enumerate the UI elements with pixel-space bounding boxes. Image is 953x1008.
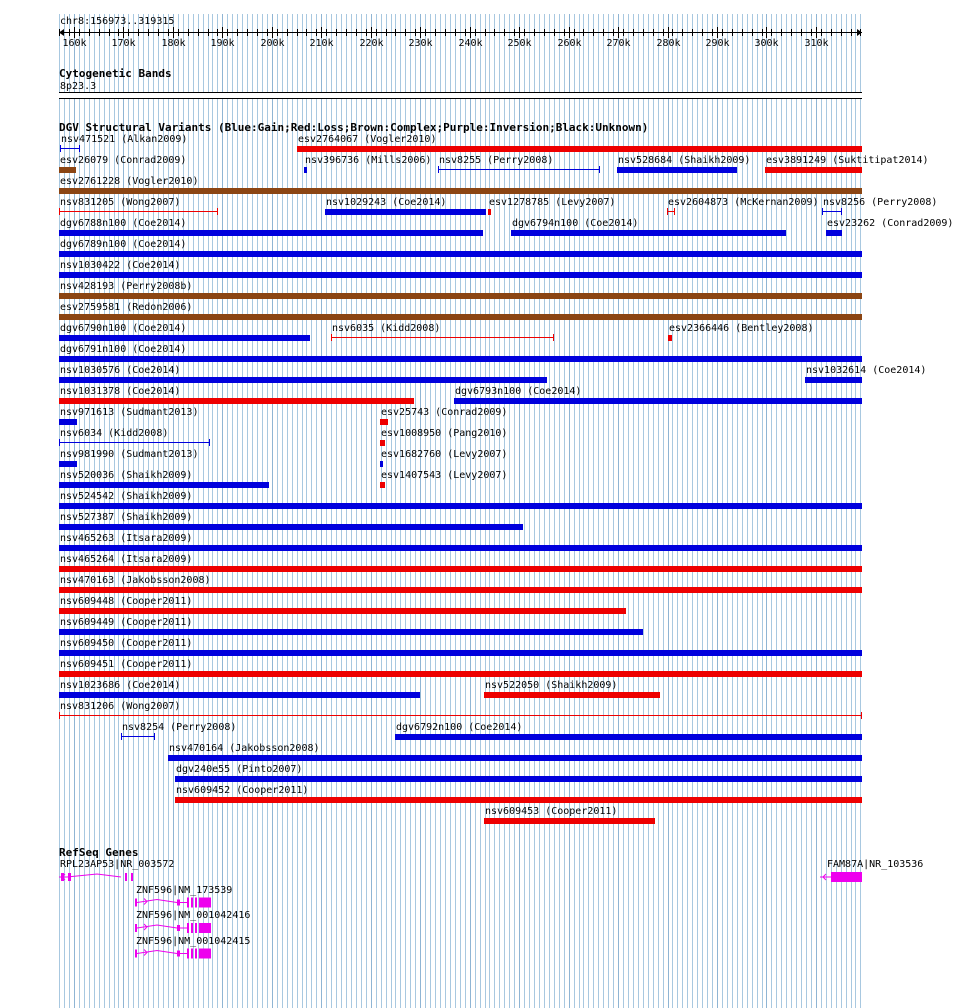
sv-feature-label[interactable]: nsv1031378 (Coe2014) (60, 386, 181, 397)
sv-feature-label[interactable]: nsv8254 (Perry2008) (122, 722, 237, 733)
gene-exon (195, 923, 197, 933)
gene-exon (191, 923, 193, 933)
sv-feature-label[interactable]: dgv6791n100 (Coe2014) (60, 344, 187, 355)
ruler-tick-label: 300k (754, 38, 779, 49)
sv-feature-label[interactable]: nsv527387 (Shaikh2009) (60, 512, 193, 523)
sv-feature-label[interactable]: nsv609452 (Cooper2011) (176, 785, 309, 796)
dgv-track-title: DGV Structural Variants (Blue:Gain;Red:Loss;Brown:Complex;Purple:Inversion;Black:Unknown) (59, 121, 649, 134)
gene-model (820, 872, 862, 882)
sv-feature-label[interactable]: dgv6790n100 (Coe2014) (60, 323, 187, 334)
ruler-tick-label: 210k (309, 38, 334, 49)
sv-feature-label[interactable]: nsv465264 (Itsara2009) (60, 554, 193, 565)
sv-feature-label[interactable]: esv2761228 (Vogler2010) (60, 176, 199, 187)
ruler-tick-label: 200k (260, 38, 285, 49)
sv-feature-label[interactable]: nsv609453 (Cooper2011) (485, 806, 618, 817)
gene-exon (177, 951, 180, 957)
ruler-tick-label: 290k (705, 38, 730, 49)
locus-label: chr8:156973..319315 (60, 16, 175, 27)
gene-model (135, 898, 211, 908)
gene-label[interactable]: ZNF596|NM_001042416 (136, 910, 251, 921)
gene-intron (67, 874, 121, 877)
gene-exon (191, 898, 193, 908)
gene-model (59, 873, 133, 881)
ruler-tick-label: 260k (557, 38, 582, 49)
sv-feature-label[interactable]: nsv609449 (Cooper2011) (60, 617, 193, 628)
gene-model (135, 923, 211, 933)
sv-feature-label[interactable]: nsv981990 (Sudmant2013) (60, 449, 199, 460)
gene-exon (135, 899, 137, 907)
sv-feature-label[interactable]: dgv6793n100 (Coe2014) (455, 386, 582, 397)
ruler-tick-label: 170k (111, 38, 136, 49)
sv-feature-label[interactable]: nsv831205 (Wong2007) (60, 197, 181, 208)
gene-exon (68, 873, 71, 881)
sv-feature-label[interactable]: nsv609450 (Cooper2011) (60, 638, 193, 649)
sv-feature-label[interactable]: nsv471521 (Alkan2009) (61, 134, 188, 145)
sv-feature-label[interactable]: esv3891249 (Suktitipat2014) (766, 155, 929, 166)
sv-feature-label[interactable]: esv2366446 (Bentley2008) (669, 323, 814, 334)
cytoband-label: 8p23.3 (60, 81, 97, 92)
sv-feature-label[interactable]: esv23262 (Conrad2009) (827, 218, 953, 229)
sv-feature-label[interactable]: nsv1023686 (Coe2014) (60, 680, 181, 691)
sv-feature-label[interactable]: nsv1032614 (Coe2014) (806, 365, 927, 376)
ruler-tick-label: 240k (458, 38, 483, 49)
sv-feature-label[interactable]: nsv524542 (Shaikh2009) (60, 491, 193, 502)
sv-feature-label[interactable]: nsv470163 (Jakobsson2008) (60, 575, 211, 586)
sv-feature-label[interactable]: nsv609448 (Cooper2011) (60, 596, 193, 607)
gene-exon (199, 949, 211, 959)
sv-feature-label[interactable]: esv2759581 (Redon2006) (60, 302, 193, 313)
gene-exon (187, 898, 189, 908)
sv-feature-label[interactable]: esv1008950 (Pang2010) (381, 428, 508, 439)
gene-intron (137, 900, 177, 903)
gene-intron (137, 951, 177, 954)
sv-feature-label[interactable]: nsv6035 (Kidd2008) (332, 323, 441, 334)
gene-exon (131, 873, 133, 881)
sv-feature-label[interactable]: dgv6788n100 (Coe2014) (60, 218, 187, 229)
gene-exon (199, 898, 211, 908)
gene-exon (177, 900, 180, 906)
sv-feature-label[interactable]: esv1682760 (Levy2007) (381, 449, 508, 460)
sv-feature-label[interactable]: dgv240e55 (Pinto2007) (176, 764, 303, 775)
gene-exon (191, 949, 193, 959)
cytoband-track-title: Cytogenetic Bands (59, 67, 172, 80)
gene-label[interactable]: ZNF596|NM_173539 (136, 884, 233, 896)
gene-exon (187, 949, 189, 959)
gene-exon (831, 872, 862, 882)
sv-feature-label[interactable]: dgv6789n100 (Coe2014) (60, 239, 187, 250)
ruler-tick-label: 220k (359, 38, 384, 49)
sv-feature-label[interactable]: dgv6794n100 (Coe2014) (512, 218, 639, 229)
ruler-tick-label: 250k (507, 38, 532, 49)
ruler-tick-label: 270k (606, 38, 631, 49)
sv-feature-label[interactable]: nsv8256 (Perry2008) (823, 197, 938, 208)
sv-feature-label[interactable]: nsv8255 (Perry2008) (439, 155, 554, 166)
sv-feature-label[interactable]: esv25743 (Conrad2009) (381, 407, 508, 418)
ruler-tick-label: 280k (656, 38, 681, 49)
sv-feature-label[interactable]: nsv470164 (Jakobsson2008) (169, 743, 320, 754)
ruler-tick-label: 190k (210, 38, 235, 49)
sv-feature-label[interactable]: nsv609451 (Cooper2011) (60, 659, 193, 670)
sv-feature-label[interactable]: nsv396736 (Mills2006) (305, 155, 432, 166)
gene-exon (135, 924, 137, 932)
sv-feature-label[interactable]: nsv520036 (Shaikh2009) (60, 470, 193, 481)
gene-label[interactable]: ZNF596|NM_001042415 (136, 935, 251, 947)
ruler-tick-label: 310k (804, 38, 829, 49)
gene-exon (177, 925, 180, 931)
sv-feature-label[interactable]: nsv971613 (Sudmant2013) (60, 407, 199, 418)
sv-feature-label[interactable]: nsv522050 (Shaikh2009) (485, 680, 618, 691)
sv-feature-label[interactable]: nsv465263 (Itsara2009) (60, 533, 193, 544)
sv-feature-label[interactable]: esv1278785 (Levy2007) (489, 197, 616, 208)
sv-feature-label[interactable]: nsv6034 (Kidd2008) (60, 428, 169, 439)
gene-model (135, 949, 211, 959)
ruler-tick-label: 230k (408, 38, 433, 49)
sv-feature-label[interactable]: nsv428193 (Perry2008b) (60, 281, 193, 292)
gene-exon (195, 949, 197, 959)
sv-feature-label[interactable]: esv2604873 (McKernan2009) (668, 197, 819, 208)
sv-feature-label[interactable]: nsv1030576 (Coe2014) (60, 365, 181, 376)
refseq-track-title: RefSeq Genes (59, 846, 139, 859)
sv-feature-label[interactable]: nsv1029243 (Coe2014) (326, 197, 447, 208)
sv-feature-label[interactable]: nsv1030422 (Coe2014) (60, 260, 181, 271)
gene-exon (125, 873, 127, 881)
sv-feature-label[interactable]: nsv831206 (Wong2007) (60, 701, 181, 712)
gene-exon (195, 898, 197, 908)
gene-intron (137, 925, 177, 928)
sv-feature-label[interactable]: esv26079 (Conrad2009) (60, 155, 187, 166)
sv-feature-label[interactable]: esv1407543 (Levy2007) (381, 470, 508, 481)
gene-label[interactable]: FAM87A|NR_103536 (827, 859, 924, 870)
sv-feature-label[interactable]: dgv6792n100 (Coe2014) (396, 722, 523, 733)
gene-label[interactable]: RPL23AP53|NR_003572 (60, 859, 175, 870)
ruler-tick-label: 160k (62, 38, 87, 49)
sv-feature-label[interactable]: nsv528684 (Shaikh2009) (618, 155, 751, 166)
ruler-tick-label: 180k (161, 38, 186, 49)
gene-exon (135, 950, 137, 958)
gene-exon (199, 923, 211, 933)
gene-exon (187, 923, 189, 933)
sv-feature-label[interactable]: esv2764067 (Vogler2010) (298, 134, 437, 145)
